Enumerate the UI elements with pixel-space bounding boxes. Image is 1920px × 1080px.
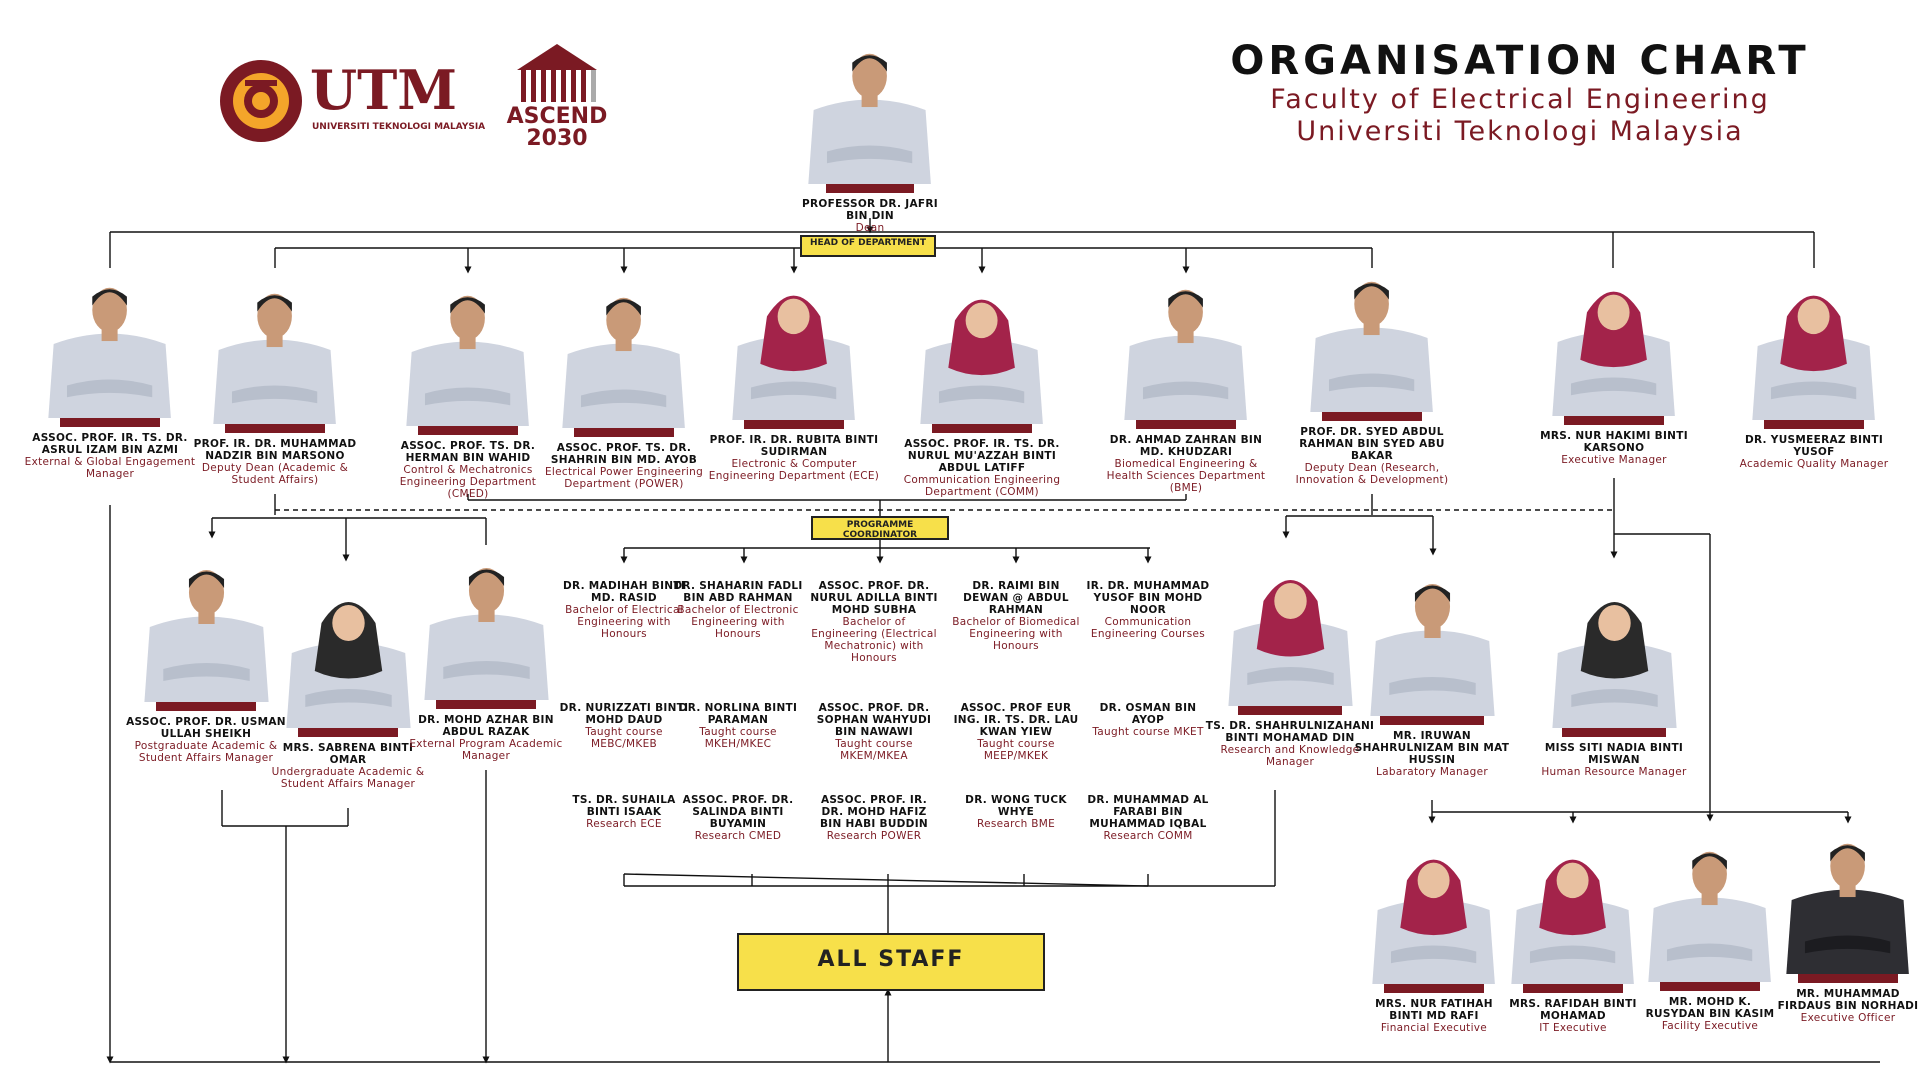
person-role: Electronic & Computer Engineering Department (ECE) [708, 458, 880, 482]
person-role: Dean [855, 222, 885, 234]
person-role: Facility Executive [1661, 1020, 1759, 1032]
portrait-photo [1305, 264, 1438, 412]
all-staff-box: ALL STAFF [737, 933, 1045, 991]
coordinator-role: Taught course MKET [1092, 726, 1204, 738]
portrait-photo [208, 276, 341, 424]
portrait-photo [1747, 272, 1880, 420]
coordinator-name: ASSOC. PROF. DR. NURUL ADILLA BINTI MOHD SUBHA [810, 580, 938, 616]
person-name: MISS SITI NADIA BINTI MISWAN [1544, 742, 1684, 766]
name-bar [1380, 716, 1484, 725]
person-role: Biomedical Engineering & Health Sciences Department (BME) [1106, 458, 1266, 494]
coordinator-role: Research BME [977, 818, 1055, 830]
person-name: ASSOC. PROF. DR. USMAN ULLAH SHEIKH [126, 716, 286, 740]
top-row-card-7 [1286, 264, 1458, 486]
coordinator-entry [951, 580, 1081, 652]
top-row-card-0 [24, 270, 196, 480]
top-row-card-4 [708, 272, 880, 482]
coordinator-entry [809, 580, 939, 664]
portrait-photo [1119, 272, 1252, 420]
top-row-card-3 [538, 280, 710, 490]
utm-subtitle: UNIVERSITI TEKNOLOGI MALAYSIA [312, 122, 486, 132]
person-role: External Program Academic Manager [409, 738, 563, 762]
portrait-photo [1506, 836, 1639, 984]
top-row-card-2 [382, 278, 554, 500]
executive-card-2 [1638, 834, 1782, 1032]
name-bar [60, 418, 160, 427]
ascend-word: ASCEND [506, 104, 608, 129]
utm-seal-icon [218, 58, 304, 144]
executive-card-3 [1776, 826, 1920, 1024]
coordinator-name: DR. MADIHAH BINTI MD. RASID [562, 580, 686, 604]
person-name: PROFESSOR DR. JAFRI BIN DIN [802, 198, 938, 222]
portrait-photo [1223, 556, 1358, 706]
coordinator-role: Research CMED [694, 830, 782, 842]
utm-logo [218, 58, 486, 144]
coordinator-role: Research POWER [826, 830, 922, 842]
person-role: Academic Quality Manager [1739, 458, 1889, 470]
name-bar [1238, 706, 1342, 715]
name-bar [156, 702, 256, 711]
coordinator-name: DR. RAIMI BIN DEWAN @ ABDUL RAHMAN [963, 580, 1069, 616]
ascend-logo [502, 42, 612, 160]
name-bar [1322, 412, 1422, 421]
name-bar [1136, 420, 1236, 429]
person-name: MR. MOHD K. RUSYDAN BIN KASIM [1645, 996, 1775, 1020]
coordinator-role: Communication Engineering Courses [1090, 616, 1206, 640]
name-bar [1764, 420, 1864, 429]
name-bar [1564, 416, 1664, 425]
portrait-photo [139, 552, 274, 702]
coordinator-role: Taught course MEBC/MKEB [585, 726, 663, 750]
name-bar [1798, 974, 1898, 983]
top-row-card-8 [1528, 268, 1700, 466]
person-role: Human Resource Manager [1541, 766, 1687, 778]
person-name: DR. MOHD AZHAR BIN ABDUL RAZAK [418, 714, 554, 738]
person-role: Deputy Dean (Academic & Student Affairs) [201, 462, 349, 486]
person-name: ASSOC. PROF. TS. DR. SHAHRIN BIN MD. AYOB [550, 442, 698, 466]
coordinator-name: DR. SHAHARIN FADLI BIN ABD RAHMAN [673, 580, 803, 604]
coordinator-entry [559, 702, 689, 750]
coordinator-entry [1083, 794, 1213, 842]
person-name: MR. MUHAMMAD FIRDAUS BIN NORHADI [1777, 988, 1919, 1012]
name-bar [1660, 982, 1760, 991]
portrait-photo [401, 278, 534, 426]
name-bar [225, 424, 325, 433]
coordinator-entry [1083, 580, 1213, 640]
person-name: PROF. IR. DR. MUHAMMAD NADZIR BIN MARSONO [193, 438, 357, 462]
coordinator-name: ASSOC. PROF. DR. SALINDA BINTI BUYAMIN [682, 794, 794, 830]
coordinator-role: Taught course MEEP/MKEK [977, 738, 1055, 762]
top-row-card-1 [189, 276, 361, 486]
portrait-photo [557, 280, 690, 428]
utm-wordmark: UTM [310, 58, 458, 122]
portrait-photo [43, 270, 176, 418]
coordinator-name: DR. MUHAMMAD AL FARABI BIN MUHAMMAD IQBAL [1087, 794, 1209, 830]
portrait-photo [1547, 268, 1680, 416]
coordinator-role: Bachelor of Electronic Engineering with Honours [677, 604, 799, 640]
coordinator-role: Bachelor of Biomedical Engineering with Honours [952, 616, 1080, 652]
portrait-photo [1367, 836, 1500, 984]
name-bar [1384, 984, 1484, 993]
executive-card-1 [1501, 836, 1645, 1034]
coordinator-name: IR. DR. MUHAMMAD YUSOF BIN MOHD NOOR [1086, 580, 1210, 616]
name-bar [298, 728, 398, 737]
portrait-photo [1547, 578, 1682, 728]
person-role: Deputy Dean (Research, Innovation & Development) [1295, 462, 1449, 486]
person-name: MRS. RAFIDAH BINTI MOHAMAD [1509, 998, 1637, 1022]
person-name: PROF. DR. SYED ABDUL RAHMAN BIN SYED ABU BAKAR [1299, 426, 1445, 462]
coordinator-name: ASSOC. PROF. DR. SOPHAN WAHYUDI BIN NAWAWI [816, 702, 932, 738]
coordinator-role: Research COMM [1103, 830, 1193, 842]
person-name: MRS. NUR HAKIMI BINTI KARSONO [1540, 430, 1688, 454]
coordinator-entry [809, 794, 939, 842]
name-bar [744, 420, 844, 429]
ascend-emblem-icon [507, 42, 607, 102]
coordinator-name: ASSOC. PROF EUR ING. IR. TS. DR. LAU KWAN YIEW [953, 702, 1079, 738]
name-bar [574, 428, 674, 437]
coordinator-name: DR. WONG TUCK WHYE [965, 794, 1067, 818]
person-role: Research and Knowledge Manager [1220, 744, 1360, 768]
name-bar [418, 426, 518, 435]
right-manager-card-1 [1347, 566, 1517, 778]
person-name: ASSOC. PROF. TS. DR. HERMAN BIN WAHID [400, 440, 536, 464]
right-manager-card-2 [1529, 578, 1699, 778]
chart-header [1220, 38, 1820, 148]
ascend-year: 2030 [526, 126, 588, 151]
dean-card [790, 36, 950, 234]
coordinator-role: Bachelor of Engineering (Electrical Mechatronic) with Honours [811, 616, 937, 664]
top-row-card-6 [1100, 272, 1272, 494]
top-row-card-5 [896, 276, 1068, 498]
coordinator-entry [559, 794, 689, 830]
portrait-photo [281, 578, 416, 728]
portrait-photo [419, 550, 554, 700]
person-name: TS. DR. SHAHRULNIZAHANI BINTI MOHAMAD DIN [1205, 720, 1375, 744]
top-row-card-9 [1728, 272, 1900, 470]
person-name: PROF. IR. DR. RUBITA BINTI SUDIRMAN [709, 434, 879, 458]
head-of-department-box: HEAD OF DEPARTMENT [800, 235, 936, 257]
person-role: Communication Engineering Department (COMM) [903, 474, 1061, 498]
person-role: External & Global Engagement Manager [24, 456, 196, 480]
academic-manager-card-2 [401, 550, 571, 762]
coordinator-role: Research ECE [586, 818, 662, 830]
portrait-photo [915, 276, 1048, 424]
person-role: IT Executive [1539, 1022, 1607, 1034]
person-name: MRS. NUR FATIHAH BINTI MD RAFI [1375, 998, 1493, 1022]
name-bar [436, 700, 536, 709]
name-bar [932, 424, 1032, 433]
person-name: DR. YUSMEERAZ BINTI YUSOF [1744, 434, 1884, 458]
name-bar [826, 184, 914, 193]
coordinator-role: Taught course MKEM/MKEA [835, 738, 913, 762]
programme-coordinator-box: PROGRAMME COORDINATOR [811, 516, 949, 540]
person-role: Financial Executive [1380, 1022, 1488, 1034]
portrait-photo [1643, 834, 1776, 982]
portrait-photo [1781, 826, 1914, 974]
portrait-photo [727, 272, 860, 420]
person-name: ASSOC. PROF. IR. TS. DR. ASRUL IZAM BIN AZMI [32, 432, 188, 456]
coordinator-entry [559, 580, 689, 640]
coordinator-entry [951, 702, 1081, 762]
person-name: DR. AHMAD ZAHRAN BIN MD. KHUDZARI [1109, 434, 1263, 458]
university-name: Universiti Teknologi Malaysia [1296, 116, 1744, 147]
coordinator-entry [1083, 702, 1213, 738]
coordinator-name: DR. NURIZZATI BINTI MOHD DAUD [559, 702, 689, 726]
page-title: ORGANISATION CHART [1230, 38, 1810, 84]
person-role: Executive Manager [1561, 454, 1667, 466]
coordinator-role: Bachelor of Electrical Engineering with Honours [565, 604, 683, 640]
coordinator-name: TS. DR. SUHAILA BINTI ISAAK [572, 794, 676, 818]
person-role: Control & Mechatronics Engineering Department (CMED) [399, 464, 537, 500]
person-name: ASSOC. PROF. IR. TS. DR. NURUL MU'AZZAH BINTI ABDUL LATIFF [904, 438, 1060, 474]
faculty-name: Faculty of Electrical Engineering [1270, 84, 1770, 115]
coordinator-entry [673, 702, 803, 750]
person-name: MRS. SABRENA BINTI OMAR [282, 742, 414, 766]
name-bar [1562, 728, 1666, 737]
person-role: Labaratory Manager [1376, 766, 1488, 778]
coordinator-entry [951, 794, 1081, 830]
portrait-photo [1365, 566, 1500, 716]
coordinator-name: ASSOC. PROF. IR. DR. MOHD HAFIZ BIN HABI BUDDIN [820, 794, 928, 830]
person-role: Postgraduate Academic & Student Affairs Manager [134, 740, 278, 764]
person-role: Executive Officer [1800, 1012, 1896, 1024]
executive-card-0 [1362, 836, 1506, 1034]
coordinator-entry [809, 702, 939, 762]
coordinator-role: Taught course MKEH/MKEC [699, 726, 777, 750]
portrait-photo [803, 36, 936, 184]
person-role: Electrical Power Engineering Department (POWER) [544, 466, 704, 490]
coordinator-name: DR. NORLINA BINTI PARAMAN [678, 702, 798, 726]
person-name: MR. IRUWAN SHAHRULNIZAM BIN MAT HUSSIN [1354, 730, 1510, 766]
coordinator-entry [673, 580, 803, 640]
coordinator-entry [673, 794, 803, 842]
name-bar [1523, 984, 1623, 993]
coordinator-name: DR. OSMAN BIN AYOP [1099, 702, 1197, 726]
person-role: Undergraduate Academic & Student Affairs Manager [271, 766, 425, 790]
